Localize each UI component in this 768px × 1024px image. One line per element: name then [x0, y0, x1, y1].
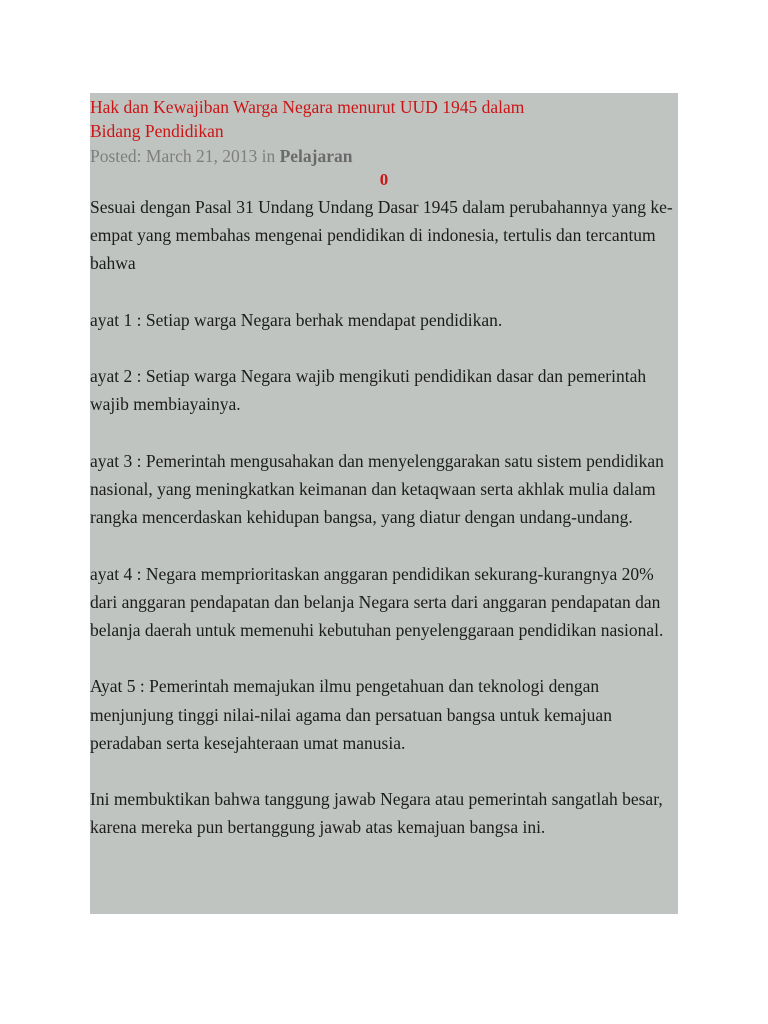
- article-body: [90, 193, 678, 842]
- paragraph-intro: Sesuai dengan Pasal 31 Undang Undang Dasar 1945 dalam perubahannya yang ke-empat yang membahas mengenai pendidikan di indonesia, tertulis dan tercantum bahwa: [90, 197, 673, 274]
- paragraph-conclusion: Ini membuktikan bahwa tanggung jawab Negara atau pemerintah sangatlah besar, karena mereka pun bertanggung jawab atas kemajuan bangsa ini.: [90, 789, 663, 838]
- paragraph-ayat-5: Ayat 5 : Pemerintah memajukan ilmu pengetahuan dan teknologi dengan menjunjung tinggi nilai-nilai agama dan persatuan bangsa untuk kemajuan peradaban serta kesejahteraan umat manusia.: [90, 676, 612, 753]
- document-page: [90, 93, 678, 914]
- paragraph-ayat-1: ayat 1 : Setiap warga Negara berhak mendapat pendidikan.: [90, 309, 503, 330]
- comment-count: 0: [379, 170, 389, 189]
- posted-date: Posted: March 21, 2013 in: [90, 146, 280, 166]
- post-category: Pelajaran: [279, 146, 353, 166]
- paragraph-ayat-3: ayat 3 : Pemerintah mengusahakan dan menyelenggarakan satu sistem pendidikan nasional, yang meningkatkan keimanan dan ketaqwaan serta akhlak mulia dalam rangka mencerdaskan kehidupan bangsa, yang diatur dengan undang-undang.: [90, 450, 664, 528]
- post-meta: [90, 143, 678, 169]
- article-title-line-2: Bidang Pendidikan: [90, 121, 224, 141]
- paragraph-ayat-2: ayat 2 : Setiap warga Negara wajib mengikuti pendidikan dasar dan pemerintah wajib membiayainya.: [90, 366, 647, 415]
- article-title: [90, 95, 678, 143]
- paragraph-ayat-4: ayat 4 : Negara memprioritaskan anggaran pendidikan sekurang-kurangnya 20% dari anggaran pendapatan dan belanja Negara serta dari anggaran pendapatan dan belanja daerah untuk memenuhi kebutuhan penyelenggaraan pendidikan nasional.: [90, 563, 664, 640]
- article-title-line-1: Hak dan Kewajiban Warga Negara menurut UUD 1945 dalam: [90, 97, 525, 117]
